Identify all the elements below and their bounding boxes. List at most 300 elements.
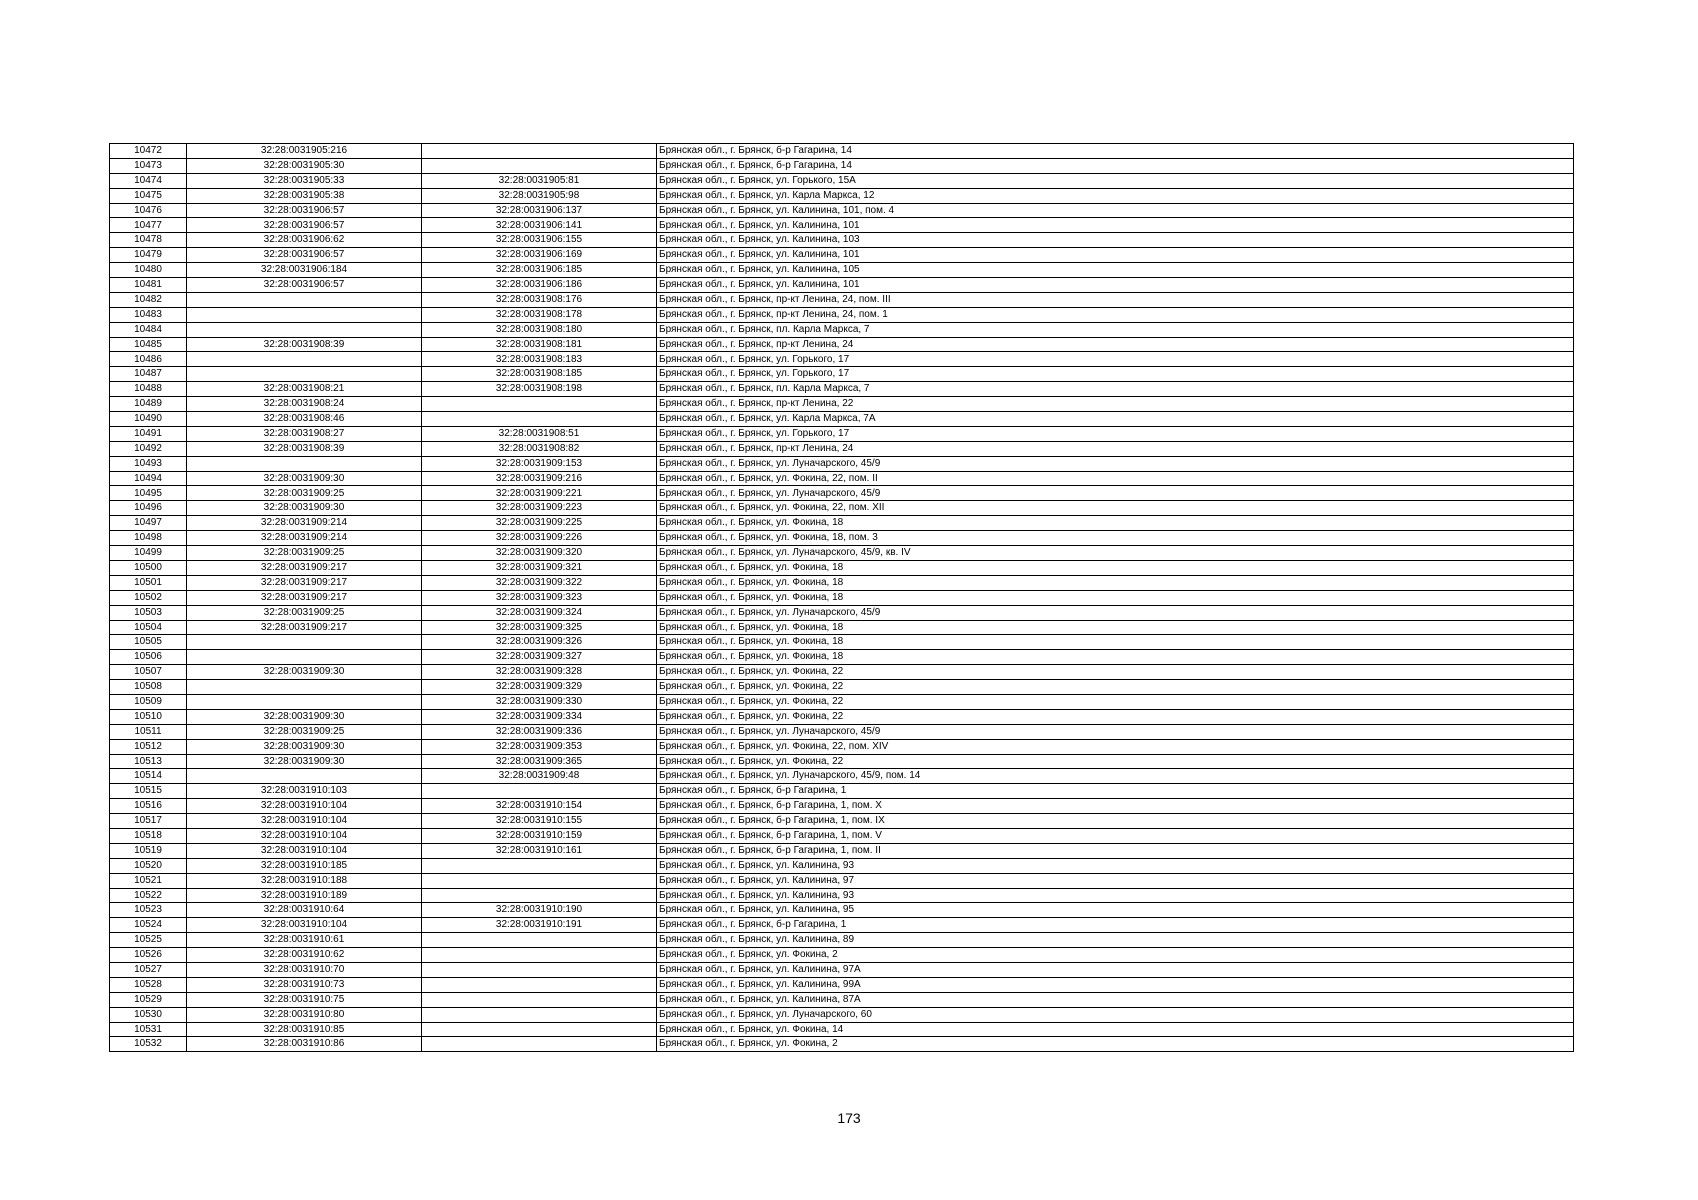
land-cadastral-number-cell: 32:28:0031906:57 <box>187 278 422 293</box>
record-number-cell: 10486 <box>110 352 187 367</box>
record-number-cell: 10514 <box>110 769 187 784</box>
table-row <box>110 486 1574 501</box>
address-cell: Брянская обл., г. Брянск, б-р Гагарина, 14 <box>657 144 1574 159</box>
record-number-cell: 10479 <box>110 248 187 263</box>
record-number-cell: 10522 <box>110 888 187 903</box>
address-cell: Брянская обл., г. Брянск, ул. Луначарского, 45/9 <box>657 724 1574 739</box>
object-cadastral-number-cell: 32:28:0031909:322 <box>422 575 657 590</box>
object-cadastral-number-cell: 32:28:0031906:155 <box>422 233 657 248</box>
record-number-cell: 10510 <box>110 709 187 724</box>
address-cell: Брянская обл., г. Брянск, б-р Гагарина, 1, пом. X <box>657 799 1574 814</box>
address-cell: Брянская обл., г. Брянск, ул. Карла Маркса, 12 <box>657 188 1574 203</box>
table-row <box>110 1007 1574 1022</box>
record-number-cell: 10500 <box>110 560 187 575</box>
land-cadastral-number-cell <box>187 769 422 784</box>
address-cell: Брянская обл., г. Брянск, ул. Калинина, 87А <box>657 992 1574 1007</box>
record-number-cell: 10507 <box>110 665 187 680</box>
record-number-cell: 10509 <box>110 694 187 709</box>
table-row <box>110 575 1574 590</box>
table-row <box>110 858 1574 873</box>
object-cadastral-number-cell: 32:28:0031909:328 <box>422 665 657 680</box>
land-cadastral-number-cell <box>187 352 422 367</box>
record-number-cell: 10529 <box>110 992 187 1007</box>
land-cadastral-number-cell: 32:28:0031910:64 <box>187 903 422 918</box>
land-cadastral-number-cell: 32:28:0031909:30 <box>187 709 422 724</box>
object-cadastral-number-cell <box>422 888 657 903</box>
address-cell: Брянская обл., г. Брянск, б-р Гагарина, 1 <box>657 918 1574 933</box>
record-number-cell: 10525 <box>110 933 187 948</box>
land-cadastral-number-cell: 32:28:0031905:33 <box>187 173 422 188</box>
object-cadastral-number-cell: 32:28:0031909:329 <box>422 680 657 695</box>
address-cell: Брянская обл., г. Брянск, ул. Фокина, 22 <box>657 694 1574 709</box>
land-cadastral-number-cell: 32:28:0031910:104 <box>187 843 422 858</box>
table-row <box>110 1037 1574 1052</box>
table-row <box>110 992 1574 1007</box>
object-cadastral-number-cell <box>422 948 657 963</box>
address-cell: Брянская обл., г. Брянск, б-р Гагарина, 1 <box>657 784 1574 799</box>
table-row <box>110 665 1574 680</box>
address-cell: Брянская обл., г. Брянск, пр-кт Ленина, 24, пом. 1 <box>657 307 1574 322</box>
table-row <box>110 158 1574 173</box>
address-cell: Брянская обл., г. Брянск, ул. Горького, 17 <box>657 352 1574 367</box>
table-row <box>110 471 1574 486</box>
table-row <box>110 1022 1574 1037</box>
land-cadastral-number-cell: 32:28:0031909:25 <box>187 724 422 739</box>
table-row <box>110 173 1574 188</box>
address-cell: Брянская обл., г. Брянск, ул. Фокина, 18 <box>657 590 1574 605</box>
address-cell: Брянская обл., г. Брянск, ул. Калинина, 101 <box>657 248 1574 263</box>
table-row <box>110 948 1574 963</box>
address-cell: Брянская обл., г. Брянск, ул. Карла Маркса, 7А <box>657 412 1574 427</box>
object-cadastral-number-cell <box>422 1037 657 1052</box>
land-cadastral-number-cell: 32:28:0031909:217 <box>187 620 422 635</box>
record-number-cell: 10519 <box>110 843 187 858</box>
object-cadastral-number-cell: 32:28:0031908:185 <box>422 367 657 382</box>
land-cadastral-number-cell: 32:28:0031910:104 <box>187 814 422 829</box>
address-cell: Брянская обл., г. Брянск, ул. Калинина, 105 <box>657 263 1574 278</box>
table-row <box>110 799 1574 814</box>
land-cadastral-number-cell: 32:28:0031908:24 <box>187 397 422 412</box>
object-cadastral-number-cell: 32:28:0031908:198 <box>422 382 657 397</box>
record-number-cell: 10516 <box>110 799 187 814</box>
table-row <box>110 382 1574 397</box>
address-cell: Брянская обл., г. Брянск, ул. Фокина, 22 <box>657 754 1574 769</box>
object-cadastral-number-cell: 32:28:0031906:137 <box>422 203 657 218</box>
table-row <box>110 531 1574 546</box>
address-cell: Брянская обл., г. Брянск, ул. Фокина, 18 <box>657 516 1574 531</box>
object-cadastral-number-cell <box>422 977 657 992</box>
object-cadastral-number-cell: 32:28:0031909:334 <box>422 709 657 724</box>
land-cadastral-number-cell: 32:28:0031909:30 <box>187 665 422 680</box>
table-row <box>110 977 1574 992</box>
address-cell: Брянская обл., г. Брянск, б-р Гагарина, 1, пом. IX <box>657 814 1574 829</box>
object-cadastral-number-cell: 32:28:0031910:190 <box>422 903 657 918</box>
record-number-cell: 10493 <box>110 456 187 471</box>
record-number-cell: 10496 <box>110 501 187 516</box>
object-cadastral-number-cell <box>422 144 657 159</box>
address-cell: Брянская обл., г. Брянск, ул. Калинина, 95 <box>657 903 1574 918</box>
record-number-cell: 10505 <box>110 635 187 650</box>
record-number-cell: 10511 <box>110 724 187 739</box>
table-row <box>110 307 1574 322</box>
page-number: 173 <box>837 1110 861 1126</box>
table-row <box>110 501 1574 516</box>
address-cell: Брянская обл., г. Брянск, б-р Гагарина, 1, пом. II <box>657 843 1574 858</box>
land-cadastral-number-cell: 32:28:0031909:214 <box>187 531 422 546</box>
table-row <box>110 560 1574 575</box>
object-cadastral-number-cell: 32:28:0031906:186 <box>422 278 657 293</box>
land-cadastral-number-cell: 32:28:0031910:185 <box>187 858 422 873</box>
table-row <box>110 263 1574 278</box>
object-cadastral-number-cell: 32:28:0031908:183 <box>422 352 657 367</box>
land-cadastral-number-cell: 32:28:0031910:75 <box>187 992 422 1007</box>
land-cadastral-number-cell: 32:28:0031906:184 <box>187 263 422 278</box>
object-cadastral-number-cell: 32:28:0031909:225 <box>422 516 657 531</box>
object-cadastral-number-cell: 32:28:0031906:169 <box>422 248 657 263</box>
record-number-cell: 10482 <box>110 292 187 307</box>
record-number-cell: 10476 <box>110 203 187 218</box>
address-cell: Брянская обл., г. Брянск, ул. Фокина, 18 <box>657 650 1574 665</box>
record-number-cell: 10473 <box>110 158 187 173</box>
table-row <box>110 412 1574 427</box>
table-row <box>110 680 1574 695</box>
address-cell: Брянская обл., г. Брянск, пр-кт Ленина, 22 <box>657 397 1574 412</box>
table-row <box>110 635 1574 650</box>
object-cadastral-number-cell <box>422 784 657 799</box>
land-cadastral-number-cell <box>187 367 422 382</box>
address-cell: Брянская обл., г. Брянск, ул. Калинина, 103 <box>657 233 1574 248</box>
land-cadastral-number-cell: 32:28:0031909:25 <box>187 486 422 501</box>
address-cell: Брянская обл., г. Брянск, ул. Фокина, 22, пом. II <box>657 471 1574 486</box>
table-row <box>110 337 1574 352</box>
record-number-cell: 10483 <box>110 307 187 322</box>
address-cell: Брянская обл., г. Брянск, ул. Фокина, 2 <box>657 948 1574 963</box>
record-number-cell: 10524 <box>110 918 187 933</box>
object-cadastral-number-cell: 32:28:0031909:320 <box>422 546 657 561</box>
address-cell: Брянская обл., г. Брянск, ул. Фокина, 22 <box>657 665 1574 680</box>
object-cadastral-number-cell <box>422 158 657 173</box>
record-number-cell: 10477 <box>110 218 187 233</box>
land-cadastral-number-cell <box>187 292 422 307</box>
record-number-cell: 10472 <box>110 144 187 159</box>
address-cell: Брянская обл., г. Брянск, ул. Луначарского, 60 <box>657 1007 1574 1022</box>
record-number-cell: 10530 <box>110 1007 187 1022</box>
record-number-cell: 10506 <box>110 650 187 665</box>
object-cadastral-number-cell: 32:28:0031910:159 <box>422 828 657 843</box>
table-row <box>110 620 1574 635</box>
land-cadastral-number-cell: 32:28:0031910:189 <box>187 888 422 903</box>
object-cadastral-number-cell: 32:28:0031906:141 <box>422 218 657 233</box>
record-number-cell: 10518 <box>110 828 187 843</box>
address-cell: Брянская обл., г. Брянск, пр-кт Ленина, 24 <box>657 441 1574 456</box>
land-cadastral-number-cell <box>187 680 422 695</box>
table-row <box>110 516 1574 531</box>
land-cadastral-number-cell: 32:28:0031906:62 <box>187 233 422 248</box>
land-cadastral-number-cell <box>187 650 422 665</box>
address-cell: Брянская обл., г. Брянск, ул. Фокина, 22 <box>657 680 1574 695</box>
object-cadastral-number-cell: 32:28:0031910:191 <box>422 918 657 933</box>
object-cadastral-number-cell: 32:28:0031909:321 <box>422 560 657 575</box>
record-number-cell: 10487 <box>110 367 187 382</box>
address-cell: Брянская обл., г. Брянск, ул. Фокина, 2 <box>657 1037 1574 1052</box>
record-number-cell: 10523 <box>110 903 187 918</box>
object-cadastral-number-cell: 32:28:0031909:216 <box>422 471 657 486</box>
table-row <box>110 769 1574 784</box>
object-cadastral-number-cell <box>422 992 657 1007</box>
address-cell: Брянская обл., г. Брянск, ул. Калинина, 97А <box>657 962 1574 977</box>
address-cell: Брянская обл., г. Брянск, ул. Фокина, 14 <box>657 1022 1574 1037</box>
table-row <box>110 397 1574 412</box>
object-cadastral-number-cell: 32:28:0031905:81 <box>422 173 657 188</box>
address-cell: Брянская обл., г. Брянск, пл. Карла Маркса, 7 <box>657 382 1574 397</box>
land-cadastral-number-cell: 32:28:0031908:39 <box>187 337 422 352</box>
table-row <box>110 352 1574 367</box>
table-row <box>110 754 1574 769</box>
record-number-cell: 10508 <box>110 680 187 695</box>
table-row <box>110 739 1574 754</box>
address-cell: Брянская обл., г. Брянск, ул. Калинина, 101, пом. 4 <box>657 203 1574 218</box>
address-cell: Брянская обл., г. Брянск, б-р Гагарина, 1, пом. V <box>657 828 1574 843</box>
land-cadastral-number-cell <box>187 456 422 471</box>
record-number-cell: 10531 <box>110 1022 187 1037</box>
object-cadastral-number-cell: 32:28:0031909:223 <box>422 501 657 516</box>
table-row <box>110 888 1574 903</box>
land-cadastral-number-cell <box>187 307 422 322</box>
table-row <box>110 918 1574 933</box>
address-cell: Брянская обл., г. Брянск, ул. Луначарского, 45/9, пом. 14 <box>657 769 1574 784</box>
record-number-cell: 10488 <box>110 382 187 397</box>
object-cadastral-number-cell: 32:28:0031909:153 <box>422 456 657 471</box>
land-cadastral-number-cell: 32:28:0031905:38 <box>187 188 422 203</box>
record-number-cell: 10474 <box>110 173 187 188</box>
land-cadastral-number-cell: 32:28:0031909:25 <box>187 546 422 561</box>
object-cadastral-number-cell: 32:28:0031910:161 <box>422 843 657 858</box>
object-cadastral-number-cell <box>422 397 657 412</box>
table-row <box>110 828 1574 843</box>
table-row <box>110 709 1574 724</box>
land-cadastral-number-cell: 32:28:0031905:30 <box>187 158 422 173</box>
land-cadastral-number-cell: 32:28:0031909:214 <box>187 516 422 531</box>
record-number-cell: 10503 <box>110 605 187 620</box>
land-cadastral-number-cell: 32:28:0031909:217 <box>187 590 422 605</box>
address-cell: Брянская обл., г. Брянск, ул. Горького, 17 <box>657 367 1574 382</box>
object-cadastral-number-cell: 32:28:0031909:323 <box>422 590 657 605</box>
table-row <box>110 873 1574 888</box>
land-cadastral-number-cell: 32:28:0031908:21 <box>187 382 422 397</box>
object-cadastral-number-cell <box>422 1007 657 1022</box>
table-row <box>110 456 1574 471</box>
address-cell: Брянская обл., г. Брянск, ул. Калинина, 93 <box>657 888 1574 903</box>
object-cadastral-number-cell: 32:28:0031908:176 <box>422 292 657 307</box>
land-cadastral-number-cell: 32:28:0031909:30 <box>187 501 422 516</box>
address-cell: Брянская обл., г. Брянск, ул. Фокина, 18 <box>657 635 1574 650</box>
address-cell: Брянская обл., г. Брянск, ул. Фокина, 18 <box>657 560 1574 575</box>
record-number-cell: 10475 <box>110 188 187 203</box>
land-cadastral-number-cell: 32:28:0031910:104 <box>187 918 422 933</box>
land-cadastral-number-cell: 32:28:0031906:57 <box>187 203 422 218</box>
address-cell: Брянская обл., г. Брянск, ул. Фокина, 18, пом. 3 <box>657 531 1574 546</box>
record-number-cell: 10504 <box>110 620 187 635</box>
land-cadastral-number-cell: 32:28:0031910:103 <box>187 784 422 799</box>
object-cadastral-number-cell <box>422 962 657 977</box>
object-cadastral-number-cell <box>422 412 657 427</box>
record-number-cell: 10521 <box>110 873 187 888</box>
address-cell: Брянская обл., г. Брянск, пл. Карла Маркса, 7 <box>657 322 1574 337</box>
land-cadastral-number-cell <box>187 322 422 337</box>
object-cadastral-number-cell: 32:28:0031909:48 <box>422 769 657 784</box>
address-cell: Брянская обл., г. Брянск, б-р Гагарина, 14 <box>657 158 1574 173</box>
object-cadastral-number-cell: 32:28:0031910:155 <box>422 814 657 829</box>
land-cadastral-number-cell: 32:28:0031910:61 <box>187 933 422 948</box>
land-cadastral-number-cell: 32:28:0031909:30 <box>187 754 422 769</box>
object-cadastral-number-cell: 32:28:0031909:330 <box>422 694 657 709</box>
record-number-cell: 10478 <box>110 233 187 248</box>
address-cell: Брянская обл., г. Брянск, ул. Калинина, 89 <box>657 933 1574 948</box>
table-row <box>110 724 1574 739</box>
table-row <box>110 278 1574 293</box>
record-number-cell: 10515 <box>110 784 187 799</box>
record-number-cell: 10489 <box>110 397 187 412</box>
record-number-cell: 10502 <box>110 590 187 605</box>
table-row <box>110 933 1574 948</box>
address-cell: Брянская обл., г. Брянск, ул. Калинина, 101 <box>657 218 1574 233</box>
object-cadastral-number-cell <box>422 858 657 873</box>
object-cadastral-number-cell: 32:28:0031909:353 <box>422 739 657 754</box>
record-number-cell: 10495 <box>110 486 187 501</box>
record-number-cell: 10491 <box>110 426 187 441</box>
land-cadastral-number-cell: 32:28:0031910:104 <box>187 799 422 814</box>
table-row <box>110 426 1574 441</box>
address-cell: Брянская обл., г. Брянск, ул. Калинина, 99А <box>657 977 1574 992</box>
record-number-cell: 10501 <box>110 575 187 590</box>
record-number-cell: 10481 <box>110 278 187 293</box>
address-cell: Брянская обл., г. Брянск, ул. Калинина, 101 <box>657 278 1574 293</box>
object-cadastral-number-cell: 32:28:0031909:325 <box>422 620 657 635</box>
registry-table-body <box>110 144 1574 1052</box>
record-number-cell: 10490 <box>110 412 187 427</box>
address-cell: Брянская обл., г. Брянск, ул. Горького, 15А <box>657 173 1574 188</box>
object-cadastral-number-cell: 32:28:0031908:51 <box>422 426 657 441</box>
table-row <box>110 233 1574 248</box>
record-number-cell: 10532 <box>110 1037 187 1052</box>
object-cadastral-number-cell: 32:28:0031909:221 <box>422 486 657 501</box>
table-row <box>110 590 1574 605</box>
land-cadastral-number-cell: 32:28:0031906:57 <box>187 218 422 233</box>
record-number-cell: 10528 <box>110 977 187 992</box>
table-row <box>110 188 1574 203</box>
record-number-cell: 10480 <box>110 263 187 278</box>
land-cadastral-number-cell: 32:28:0031909:217 <box>187 560 422 575</box>
land-cadastral-number-cell: 32:28:0031910:73 <box>187 977 422 992</box>
land-cadastral-number-cell: 32:28:0031910:70 <box>187 962 422 977</box>
table-row <box>110 367 1574 382</box>
land-cadastral-number-cell: 32:28:0031910:86 <box>187 1037 422 1052</box>
object-cadastral-number-cell: 32:28:0031908:181 <box>422 337 657 352</box>
object-cadastral-number-cell: 32:28:0031909:365 <box>422 754 657 769</box>
land-cadastral-number-cell: 32:28:0031910:188 <box>187 873 422 888</box>
table-row <box>110 218 1574 233</box>
address-cell: Брянская обл., г. Брянск, пр-кт Ленина, 24 <box>657 337 1574 352</box>
object-cadastral-number-cell: 32:28:0031908:178 <box>422 307 657 322</box>
land-cadastral-number-cell: 32:28:0031909:30 <box>187 471 422 486</box>
table-row <box>110 322 1574 337</box>
record-number-cell: 10520 <box>110 858 187 873</box>
record-number-cell: 10497 <box>110 516 187 531</box>
table-row <box>110 203 1574 218</box>
record-number-cell: 10527 <box>110 962 187 977</box>
object-cadastral-number-cell: 32:28:0031908:180 <box>422 322 657 337</box>
object-cadastral-number-cell: 32:28:0031910:154 <box>422 799 657 814</box>
address-cell: Брянская обл., г. Брянск, ул. Фокина, 18 <box>657 575 1574 590</box>
record-number-cell: 10513 <box>110 754 187 769</box>
land-cadastral-number-cell: 32:28:0031908:27 <box>187 426 422 441</box>
table-row <box>110 903 1574 918</box>
table-row <box>110 248 1574 263</box>
land-cadastral-number-cell <box>187 694 422 709</box>
record-number-cell: 10517 <box>110 814 187 829</box>
address-cell: Брянская обл., г. Брянск, ул. Луначарского, 45/9 <box>657 486 1574 501</box>
address-cell: Брянская обл., г. Брянск, ул. Луначарского, 45/9 <box>657 605 1574 620</box>
record-number-cell: 10498 <box>110 531 187 546</box>
table-row <box>110 650 1574 665</box>
land-cadastral-number-cell <box>187 635 422 650</box>
object-cadastral-number-cell <box>422 1022 657 1037</box>
address-cell: Брянская обл., г. Брянск, пр-кт Ленина, 24, пом. III <box>657 292 1574 307</box>
address-cell: Брянская обл., г. Брянск, ул. Горького, 17 <box>657 426 1574 441</box>
record-number-cell: 10484 <box>110 322 187 337</box>
object-cadastral-number-cell: 32:28:0031905:98 <box>422 188 657 203</box>
land-cadastral-number-cell: 32:28:0031910:85 <box>187 1022 422 1037</box>
record-number-cell: 10485 <box>110 337 187 352</box>
record-number-cell: 10494 <box>110 471 187 486</box>
table-row <box>110 694 1574 709</box>
record-number-cell: 10512 <box>110 739 187 754</box>
land-cadastral-number-cell: 32:28:0031909:30 <box>187 739 422 754</box>
table-row <box>110 784 1574 799</box>
object-cadastral-number-cell: 32:28:0031909:226 <box>422 531 657 546</box>
land-cadastral-number-cell: 32:28:0031909:217 <box>187 575 422 590</box>
address-cell: Брянская обл., г. Брянск, ул. Луначарского, 45/9, кв. IV <box>657 546 1574 561</box>
object-cadastral-number-cell: 32:28:0031909:327 <box>422 650 657 665</box>
land-cadastral-number-cell: 32:28:0031910:104 <box>187 828 422 843</box>
object-cadastral-number-cell: 32:28:0031908:82 <box>422 441 657 456</box>
registry-table <box>109 143 1574 1052</box>
record-number-cell: 10492 <box>110 441 187 456</box>
land-cadastral-number-cell: 32:28:0031908:39 <box>187 441 422 456</box>
table-row <box>110 814 1574 829</box>
land-cadastral-number-cell: 32:28:0031909:25 <box>187 605 422 620</box>
land-cadastral-number-cell: 32:28:0031906:57 <box>187 248 422 263</box>
address-cell: Брянская обл., г. Брянск, ул. Калинина, 97 <box>657 873 1574 888</box>
table-row <box>110 546 1574 561</box>
address-cell: Брянская обл., г. Брянск, ул. Калинина, 93 <box>657 858 1574 873</box>
address-cell: Брянская обл., г. Брянск, ул. Фокина, 22, пом. XII <box>657 501 1574 516</box>
table-row <box>110 962 1574 977</box>
table-row <box>110 292 1574 307</box>
object-cadastral-number-cell <box>422 933 657 948</box>
address-cell: Брянская обл., г. Брянск, ул. Луначарского, 45/9 <box>657 456 1574 471</box>
land-cadastral-number-cell: 32:28:0031905:216 <box>187 144 422 159</box>
object-cadastral-number-cell: 32:28:0031909:326 <box>422 635 657 650</box>
object-cadastral-number-cell: 32:28:0031909:324 <box>422 605 657 620</box>
table-row <box>110 605 1574 620</box>
record-number-cell: 10499 <box>110 546 187 561</box>
table-row <box>110 144 1574 159</box>
object-cadastral-number-cell: 32:28:0031906:185 <box>422 263 657 278</box>
address-cell: Брянская обл., г. Брянск, ул. Фокина, 22 <box>657 709 1574 724</box>
object-cadastral-number-cell <box>422 873 657 888</box>
object-cadastral-number-cell: 32:28:0031909:336 <box>422 724 657 739</box>
